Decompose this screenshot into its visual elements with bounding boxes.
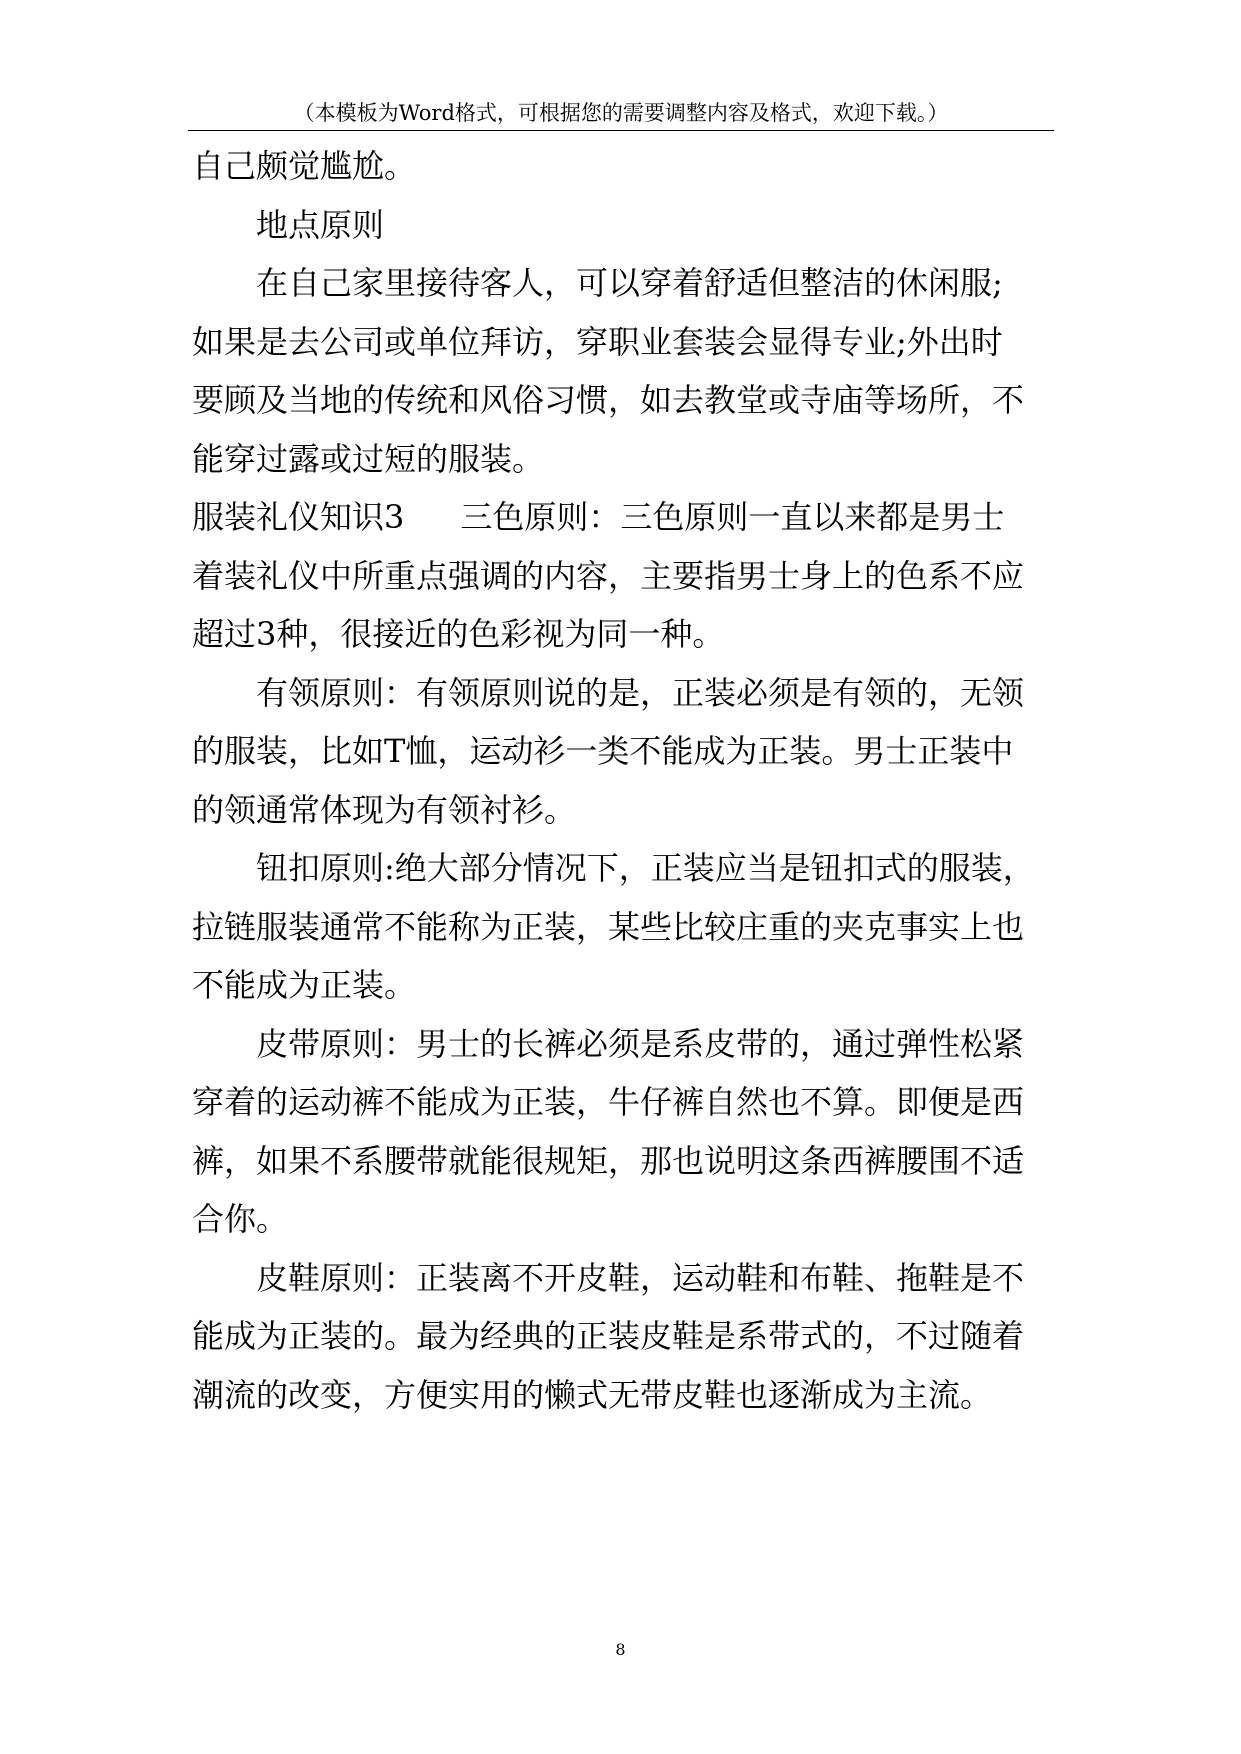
page-header bbox=[188, 100, 1054, 131]
body-line: 皮鞋原则：正装离不开皮鞋，运动鞋和布鞋、拖鞋是不 bbox=[256, 1259, 1025, 1297]
body-line: 在自己家里接待客人，可以穿着舒适但整洁的休闲服; bbox=[256, 264, 1003, 302]
body-line: 合你。 bbox=[192, 1200, 289, 1238]
body-line: 钮扣原则:绝大部分情况下，正装应当是钮扣式的服装， bbox=[256, 849, 1035, 887]
body-text: 三色原则：三色原则一直以来都是男士 bbox=[460, 498, 1005, 536]
body-line: 着装礼仪中所重点强调的内容，主要指男士身上的色系不应 bbox=[192, 557, 1025, 595]
body-line: 拉链服装通常不能称为正装，某些比较庄重的夹克事实上也 bbox=[192, 908, 1025, 946]
body-line: 有领原则：有领原则说的是，正装必须是有领的，无领 bbox=[256, 674, 1025, 712]
section-heading: 地点原则 bbox=[256, 206, 385, 244]
page-number: 8 bbox=[615, 1640, 626, 1659]
body-line: 自己颇觉尴尬。 bbox=[192, 147, 417, 185]
body-line: 能穿过露或过短的服装。 bbox=[192, 440, 545, 478]
body-line: 能成为正装的。最为经典的正装皮鞋是系带式的，不过随着 bbox=[192, 1317, 1025, 1355]
header-note: （本模板为Word格式，可根据您的需要调整内容及格式，欢迎下载。） bbox=[293, 101, 949, 125]
body-line: 不能成为正装。 bbox=[192, 966, 417, 1004]
body-line: 穿着的运动裤不能成为正装，牛仔裤自然也不算。即便是西 bbox=[192, 1083, 1025, 1121]
body-line: 皮带原则：男士的长裤必须是系皮带的，通过弹性松紧 bbox=[256, 1025, 1025, 1063]
body-line: 潮流的改变，方便实用的懒式无带皮鞋也逐渐成为主流。 bbox=[192, 1376, 993, 1414]
body-line: 裤，如果不系腰带就能很规矩，那也说明这条西裤腰围不适 bbox=[192, 1142, 1025, 1180]
section-title: 服装礼仪知识3 bbox=[192, 498, 405, 536]
body-line: 的服装，比如T恤，运动衫一类不能成为正装。男士正装中 bbox=[192, 732, 1014, 770]
body-line bbox=[192, 497, 1004, 537]
body-line: 的领通常体现为有领衬衫。 bbox=[192, 791, 577, 829]
body-line: 超过3种，很接近的色彩视为同一种。 bbox=[192, 615, 725, 653]
body-line: 要顾及当地的传统和风俗习惯，如去教堂或寺庙等场所，不 bbox=[192, 381, 1025, 419]
body-line: 如果是去公司或单位拜访，穿职业套装会显得专业;外出时 bbox=[192, 323, 1003, 361]
